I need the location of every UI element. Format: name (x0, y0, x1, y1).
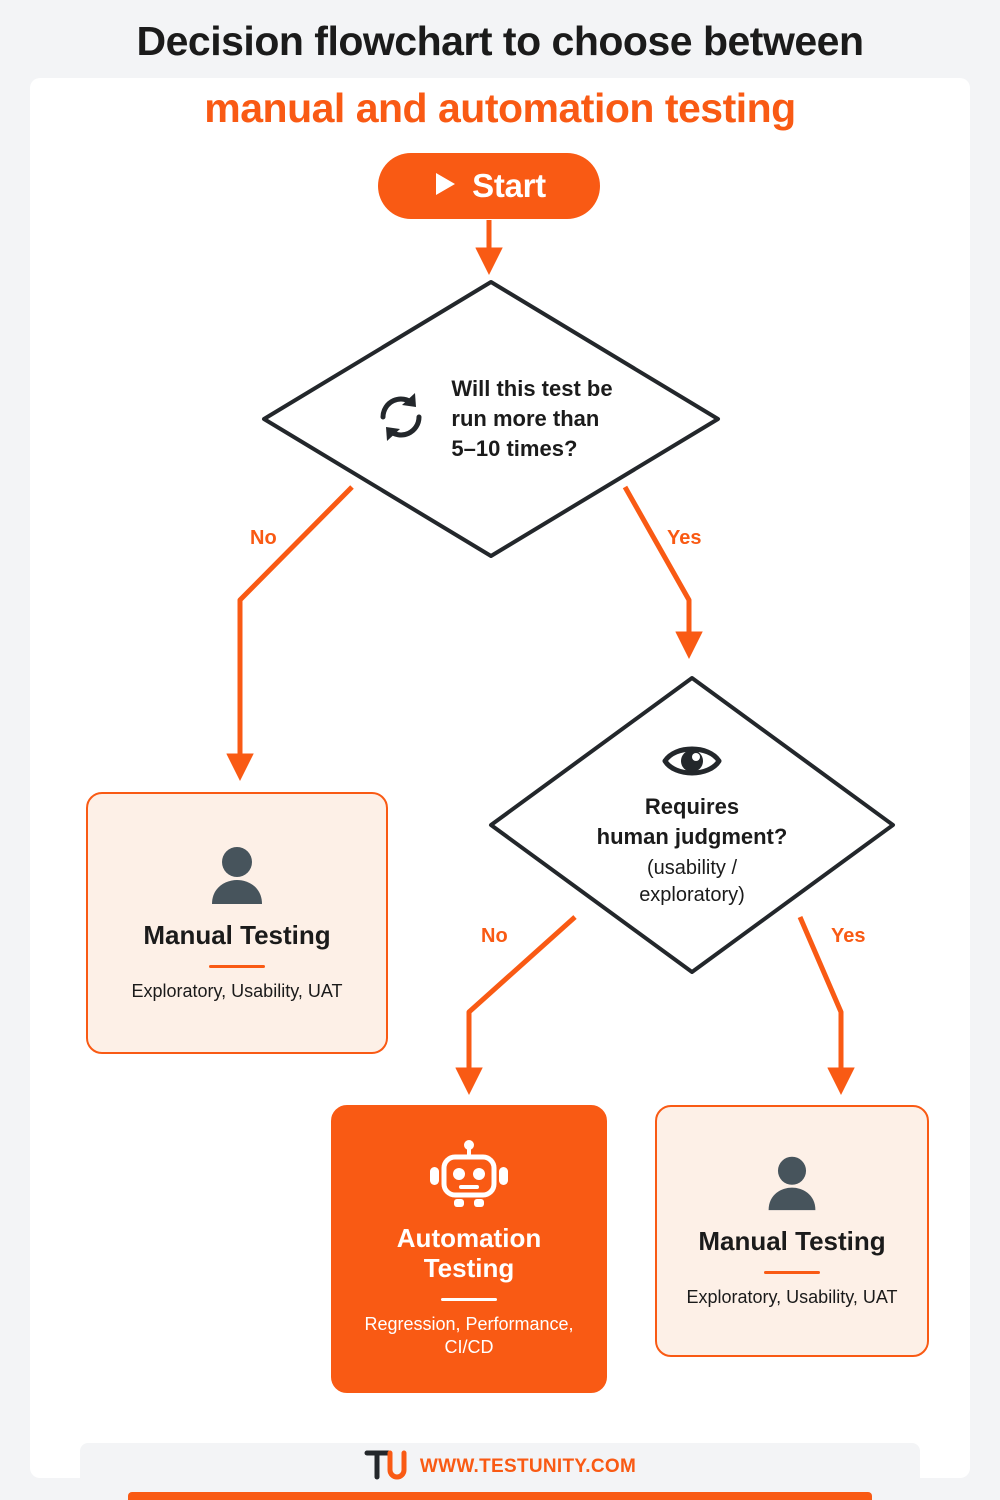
play-icon (432, 170, 458, 203)
person-icon (763, 1152, 821, 1217)
decision-judgment-subtitle: (usability / exploratory) (639, 857, 745, 907)
person-icon (206, 842, 268, 911)
robot-icon (426, 1139, 512, 1216)
divider (764, 1271, 820, 1274)
decision-judgment-title: Requires human judgment? (596, 793, 788, 849)
decision-node-repeat-count[interactable] (258, 276, 724, 562)
outcome-subtitle: Regression, Performance, CI/CD (364, 1313, 574, 1357)
eye-icon (661, 741, 723, 786)
outcome-subtitle: Exploratory, Usability, UAT (131, 981, 343, 1002)
page-title-line-1: Decision flowchart to choose between (136, 18, 864, 64)
outcome-title: Manual Testing (698, 1226, 886, 1257)
tu-logo-icon (364, 1448, 408, 1487)
start-node-label: Start (472, 167, 546, 204)
decision-repeat-text: Will this test be run more than 5–10 times? (451, 376, 613, 461)
footer-url[interactable]: WWW.TESTUNITY.COM (419, 1456, 637, 1477)
outcome-subtitle: Exploratory, Usability, UAT (686, 1287, 898, 1308)
outcome-title: Automation Testing (396, 1222, 542, 1283)
repeat-icon (369, 385, 433, 454)
bottom-accent-bar (128, 1492, 872, 1500)
outcome-title: Manual Testing (143, 920, 331, 951)
outcome-card-manual-left[interactable] (86, 792, 388, 1054)
footer-bar (80, 1443, 920, 1491)
page-title-line-2: manual and automation testing (204, 85, 796, 131)
edge-label-no-judgment: No (481, 925, 508, 947)
edge-label-no-repeat: No (250, 527, 277, 549)
outcome-card-manual-right[interactable] (655, 1105, 929, 1357)
outcome-card-automation[interactable] (331, 1105, 607, 1393)
edge-label-yes-repeat: Yes (667, 527, 702, 549)
edge-label-yes-judgment: Yes (831, 925, 866, 947)
start-node[interactable] (378, 153, 600, 219)
divider (441, 1298, 497, 1301)
divider (209, 965, 265, 968)
